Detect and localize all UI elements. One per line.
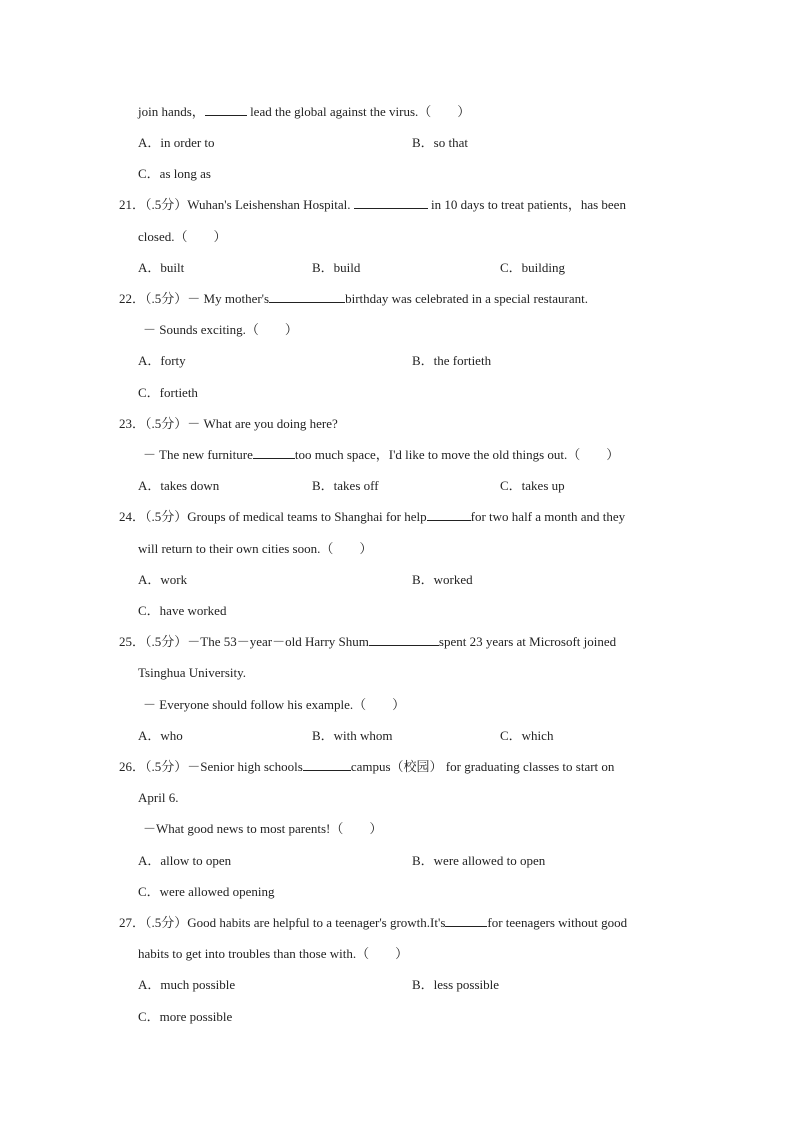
option-text: so that xyxy=(433,135,468,150)
q22-stem-post: birthday was celebrated in a special restaurant. xyxy=(345,291,588,306)
q22-answer-blank[interactable] xyxy=(269,291,345,303)
q20-answer-blank[interactable] xyxy=(205,104,247,116)
q26-stem-line3: －What good news to most parents!（ ） xyxy=(143,821,383,836)
option-letter: C． xyxy=(500,478,522,493)
option-text: takes off xyxy=(333,478,379,493)
q27-score: （.5分） xyxy=(145,915,188,930)
q21-option-b[interactable] xyxy=(312,260,360,276)
q27-option-b[interactable] xyxy=(412,977,499,993)
option-text: takes up xyxy=(521,478,565,493)
q24-stem-line2: will return to their own cities soon.（ ） xyxy=(138,541,373,556)
q21-stem-line2: closed.（ ） xyxy=(138,229,227,244)
option-letter: B． xyxy=(312,478,334,493)
option-text: less possible xyxy=(433,977,500,992)
option-letter: A． xyxy=(138,353,161,368)
q23-option-c[interactable] xyxy=(500,478,565,494)
q27-number: 27． xyxy=(119,915,146,930)
q24-number: 24． xyxy=(119,509,146,524)
q21-number: 21． xyxy=(119,197,146,212)
option-text: work xyxy=(160,572,188,587)
option-text: takes down xyxy=(160,478,220,493)
q22-stem-line xyxy=(119,291,588,307)
q23-score: （.5分） xyxy=(145,416,188,431)
q25-option-a[interactable] xyxy=(138,728,183,744)
option-letter: A． xyxy=(138,728,161,743)
option-letter: C． xyxy=(138,884,160,899)
option-letter: B． xyxy=(412,853,434,868)
option-text: as long as xyxy=(159,166,211,181)
q23-stem-line xyxy=(119,416,338,432)
option-letter: A． xyxy=(138,478,161,493)
option-text: the fortieth xyxy=(433,353,492,368)
q20-option-b[interactable] xyxy=(412,135,468,151)
option-text: in order to xyxy=(160,135,215,150)
q26-number: 26． xyxy=(119,759,146,774)
q26-stem-pre: －Senior high schools xyxy=(187,759,303,774)
q25-stem-pre: －The 53－year－old Harry Shum xyxy=(187,634,369,649)
q23-number: 23． xyxy=(119,416,146,431)
q22-number: 22． xyxy=(119,291,146,306)
option-text: fortieth xyxy=(159,385,198,400)
q23-stem-line2 xyxy=(143,447,619,463)
q22-option-b[interactable] xyxy=(412,353,491,369)
q24-option-c[interactable] xyxy=(138,603,226,619)
q25-stem-post: spent 23 years at Microsoft joined xyxy=(438,634,617,649)
q24-option-b[interactable] xyxy=(412,572,473,588)
q21-option-c[interactable] xyxy=(500,260,565,276)
q26-score: （.5分） xyxy=(145,759,188,774)
q23-option-b[interactable] xyxy=(312,478,379,494)
q21-stem-pre: Wuhan's Leishenshan Hospital. xyxy=(187,197,354,212)
option-letter: C． xyxy=(138,1009,160,1024)
q25-answer-blank[interactable] xyxy=(369,634,439,646)
option-letter: A． xyxy=(138,260,161,275)
q20-option-c[interactable] xyxy=(138,166,211,182)
option-letter: A． xyxy=(138,135,161,150)
q23-stem-pre: － The new furniture xyxy=(143,447,253,462)
q27-stem-line xyxy=(119,915,627,931)
option-text: have worked xyxy=(159,603,227,618)
q23-stem-post: too much space，I'd like to move the old things out.（ ） xyxy=(294,447,620,462)
q25-stem-line2: Tsinghua University. xyxy=(138,665,247,680)
q21-answer-blank[interactable] xyxy=(354,197,428,209)
option-letter: B． xyxy=(412,353,434,368)
option-text: much possible xyxy=(160,977,236,992)
q22-score: （.5分） xyxy=(145,291,188,306)
q21-stem-post: in 10 days to treat patients，has been xyxy=(427,197,626,212)
q26-stem-line2: April 6. xyxy=(138,790,179,805)
option-letter: C． xyxy=(500,728,522,743)
q23-option-a[interactable] xyxy=(138,478,219,494)
option-letter: B． xyxy=(412,135,434,150)
option-letter: B． xyxy=(412,977,434,992)
option-letter: B． xyxy=(312,728,334,743)
q24-answer-blank[interactable] xyxy=(427,509,471,521)
q27-stem-line2: habits to get into troubles than those with.（ ） xyxy=(138,946,409,961)
option-text: were allowed to open xyxy=(433,853,546,868)
q26-stem-line xyxy=(119,759,614,775)
q26-option-b[interactable] xyxy=(412,853,545,869)
q22-option-a[interactable] xyxy=(138,353,186,369)
q24-stem-line xyxy=(119,509,625,525)
q24-option-a[interactable] xyxy=(138,572,187,588)
q24-score: （.5分） xyxy=(145,509,188,524)
q20-stem-post: lead the global against the virus.（ ） xyxy=(246,104,471,119)
option-letter: C． xyxy=(500,260,522,275)
q25-number: 25． xyxy=(119,634,146,649)
q25-stem-line xyxy=(119,634,616,650)
q22-option-c[interactable] xyxy=(138,385,198,401)
q26-option-a[interactable] xyxy=(138,853,231,869)
q27-stem-post: for teenagers without good xyxy=(487,915,628,930)
q22-stem-pre: － My mother's xyxy=(187,291,270,306)
q27-stem-pre: Good habits are helpful to a teenager's growth.It's xyxy=(187,915,446,930)
option-letter: C． xyxy=(138,603,160,618)
q21-option-a[interactable] xyxy=(138,260,184,276)
q26-stem-post: campus（校园） for graduating classes to start on xyxy=(350,759,615,774)
option-letter: B． xyxy=(312,260,334,275)
q27-answer-blank[interactable] xyxy=(445,915,487,927)
q27-option-a[interactable] xyxy=(138,977,235,993)
option-text: with whom xyxy=(333,728,393,743)
option-text: built xyxy=(160,260,185,275)
option-text: build xyxy=(333,260,361,275)
q27-option-c[interactable] xyxy=(138,1009,232,1025)
q20-stem-line xyxy=(138,104,470,120)
q25-option-b[interactable] xyxy=(312,728,393,744)
option-letter: C． xyxy=(138,166,160,181)
q24-stem-pre: Groups of medical teams to Shanghai for help xyxy=(187,509,427,524)
q20-option-a[interactable] xyxy=(138,135,215,151)
q21-score: （.5分） xyxy=(145,197,188,212)
option-text: worked xyxy=(433,572,473,587)
q25-score: （.5分） xyxy=(145,634,188,649)
option-letter: A． xyxy=(138,853,161,868)
option-text: more possible xyxy=(159,1009,233,1024)
option-text: allow to open xyxy=(160,853,232,868)
option-letter: C． xyxy=(138,385,160,400)
q26-answer-blank[interactable] xyxy=(303,759,351,771)
q26-option-c[interactable] xyxy=(138,884,274,900)
option-text: who xyxy=(160,728,183,743)
q20-stem-pre: join hands， xyxy=(138,104,205,119)
q22-stem-line2: － Sounds exciting.（ ） xyxy=(143,322,298,337)
q25-option-c[interactable] xyxy=(500,728,553,744)
option-text: were allowed opening xyxy=(159,884,275,899)
option-letter: A． xyxy=(138,572,161,587)
option-text: building xyxy=(521,260,566,275)
option-text: forty xyxy=(160,353,186,368)
q23-answer-blank[interactable] xyxy=(253,447,295,459)
option-letter: B． xyxy=(412,572,434,587)
q21-stem-line xyxy=(119,197,674,213)
q24-stem-post: for two half a month and they xyxy=(470,509,626,524)
option-text: which xyxy=(521,728,554,743)
option-letter: A． xyxy=(138,977,161,992)
q25-stem-line3: － Everyone should follow his example.（ ） xyxy=(143,697,406,712)
q23-stem-line1: － What are you doing here? xyxy=(187,416,338,431)
